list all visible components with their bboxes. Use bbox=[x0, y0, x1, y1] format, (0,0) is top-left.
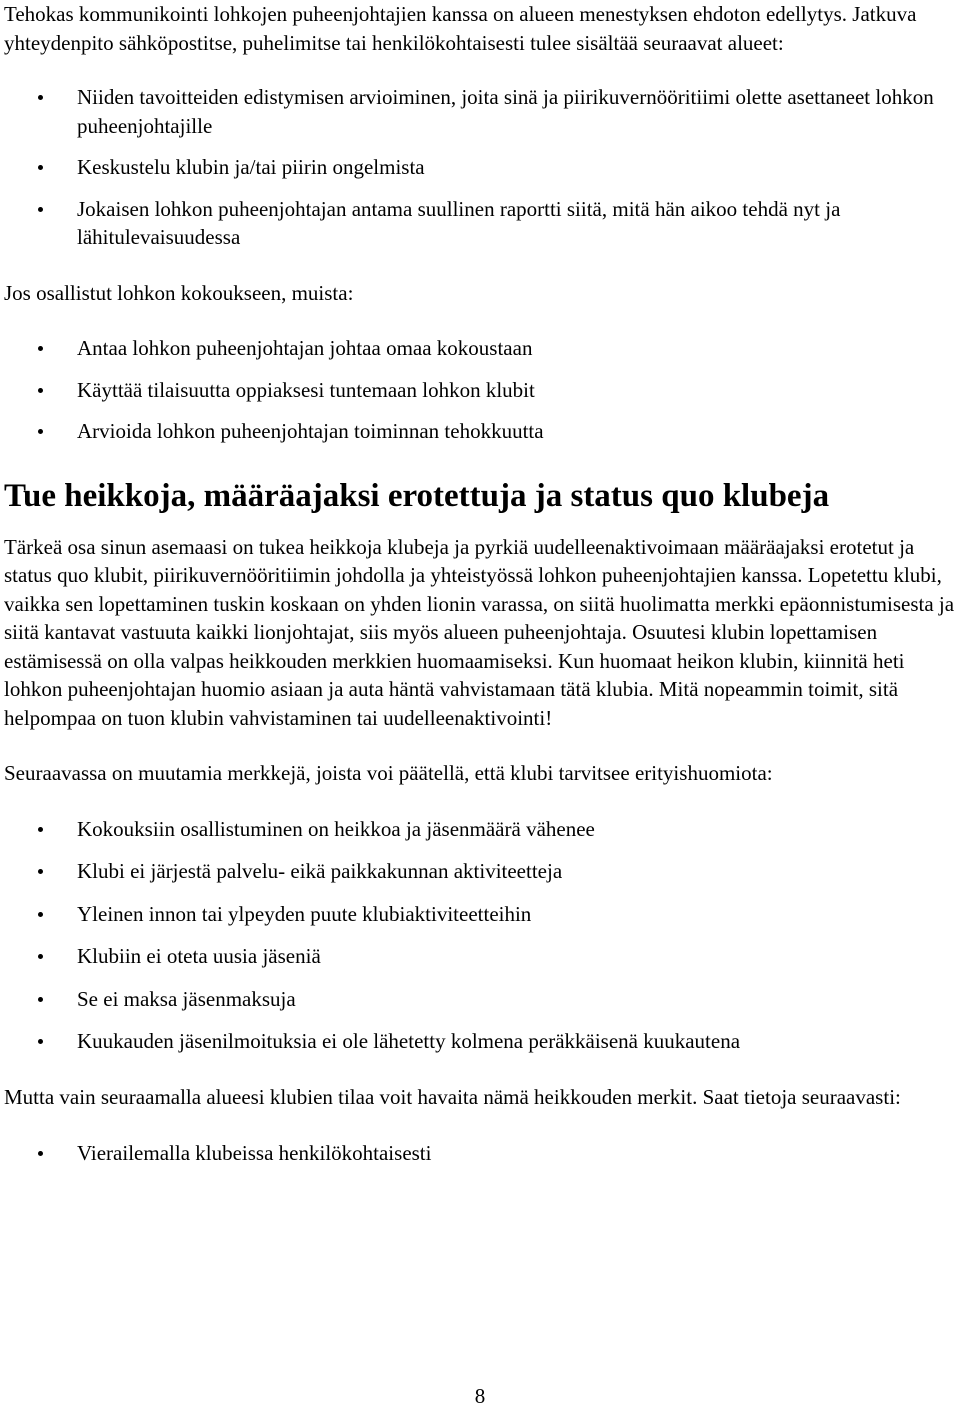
page-number: 8 bbox=[474, 1384, 486, 1408]
list-item: Arvioida lohkon puheenjohtajan toiminnan tehokkuutta bbox=[4, 417, 956, 446]
support-paragraph: Tärkeä osa sinun asemaasi on tukea heikkoja klubeja ja pyrkiä uudelleenaktivoimaan määräajaksi erotetut ja status quo klubit, piirikuvernööritiimin johdolla ja yhteistyössä lohkon puheenjohtajien kanssa. Lopetettu klubi, vaikka sen lopettaminen tuskin koskaan on yhden lionin varassa, on siitä huolimatta merkki epäonnistumisesta ja siitä kantavat vastuuta kaikki lionjohtajat, siis myös alueen puheenjohtaja. Osuutesi klubin lopettamisen estämisessä on olla valpas heikkouden merkkien huomaamiseksi. Kun huomaat heikon klubin, kiinnitä heti lohkon puheenjohtajan huomio asiaan ja auta häntä vahvistamaan tätä klubia. Mitä nopeammin toimit, sitä helpompaa on tuon klubin vahvistaminen tai uudelleenaktivointi! bbox=[4, 534, 955, 730]
list-item: Vierailemalla klubeissa henkilökohtaisesti bbox=[4, 1139, 956, 1168]
list-item: Keskustelu klubin ja/tai piirin ongelmista bbox=[4, 153, 956, 182]
meeting-reminders-list bbox=[4, 334, 956, 446]
section-heading: Tue heikkoja, määräajaksi erotettuja ja status quo klubeja bbox=[4, 477, 830, 514]
follow-paragraph: Mutta vain seuraamalla alueesi klubien tilaa voit havaita nämä heikkouden merkit. Saat tietoja seuraavasti: bbox=[4, 1084, 901, 1109]
list-item: Yleinen innon tai ylpeyden puute klubiaktiviteetteihin bbox=[4, 900, 956, 929]
list-item: Käyttää tilaisuutta oppiaksesi tuntemaan lohkon klubit bbox=[4, 376, 956, 405]
list-item: Jokaisen lohkon puheenjohtajan antama suullinen raportti siitä, mitä hän aikoo tehdä nyt ja lähitulevaisuudessa bbox=[4, 195, 956, 252]
information-sources-list bbox=[4, 1139, 956, 1168]
list-item: Se ei maksa jäsenmaksuja bbox=[4, 985, 956, 1014]
document-page bbox=[4, 0, 956, 1168]
list-item: Kuukauden jäsenilmoituksia ei ole lähetetty kolmena peräkkäisenä kuukautena bbox=[4, 1027, 956, 1056]
weakness-signs-list bbox=[4, 815, 956, 1056]
list-item: Klubi ei järjestä palvelu- eikä paikkakunnan aktiviteetteja bbox=[4, 857, 956, 886]
intro-paragraph: Tehokas kommunikointi lohkojen puheenjohtajien kanssa on alueen menestyksen ehdoton edellytys. Jatkuva yhteydenpito sähköpostitse, puhelimitse tai henkilökohtaisesti tulee sisältää seuraavat alueet: bbox=[4, 2, 917, 55]
list-item: Niiden tavoitteiden edistymisen arvioiminen, joita sinä ja piirikuvernööritiimi olette asettaneet lohkon puheenjohtajille bbox=[4, 83, 956, 140]
list-item: Klubiin ei oteta uusia jäseniä bbox=[4, 942, 956, 971]
meeting-paragraph: Jos osallistut lohkon kokoukseen, muista: bbox=[4, 280, 354, 305]
list-item: Kokouksiin osallistuminen on heikkoa ja jäsenmäärä vähenee bbox=[4, 815, 956, 844]
list-item: Antaa lohkon puheenjohtajan johtaa omaa kokoustaan bbox=[4, 334, 956, 363]
communication-topics-list bbox=[4, 83, 956, 252]
signs-paragraph: Seuraavassa on muutamia merkkejä, joista voi päätellä, että klubi tarvitsee erityishuomiota: bbox=[4, 761, 773, 785]
